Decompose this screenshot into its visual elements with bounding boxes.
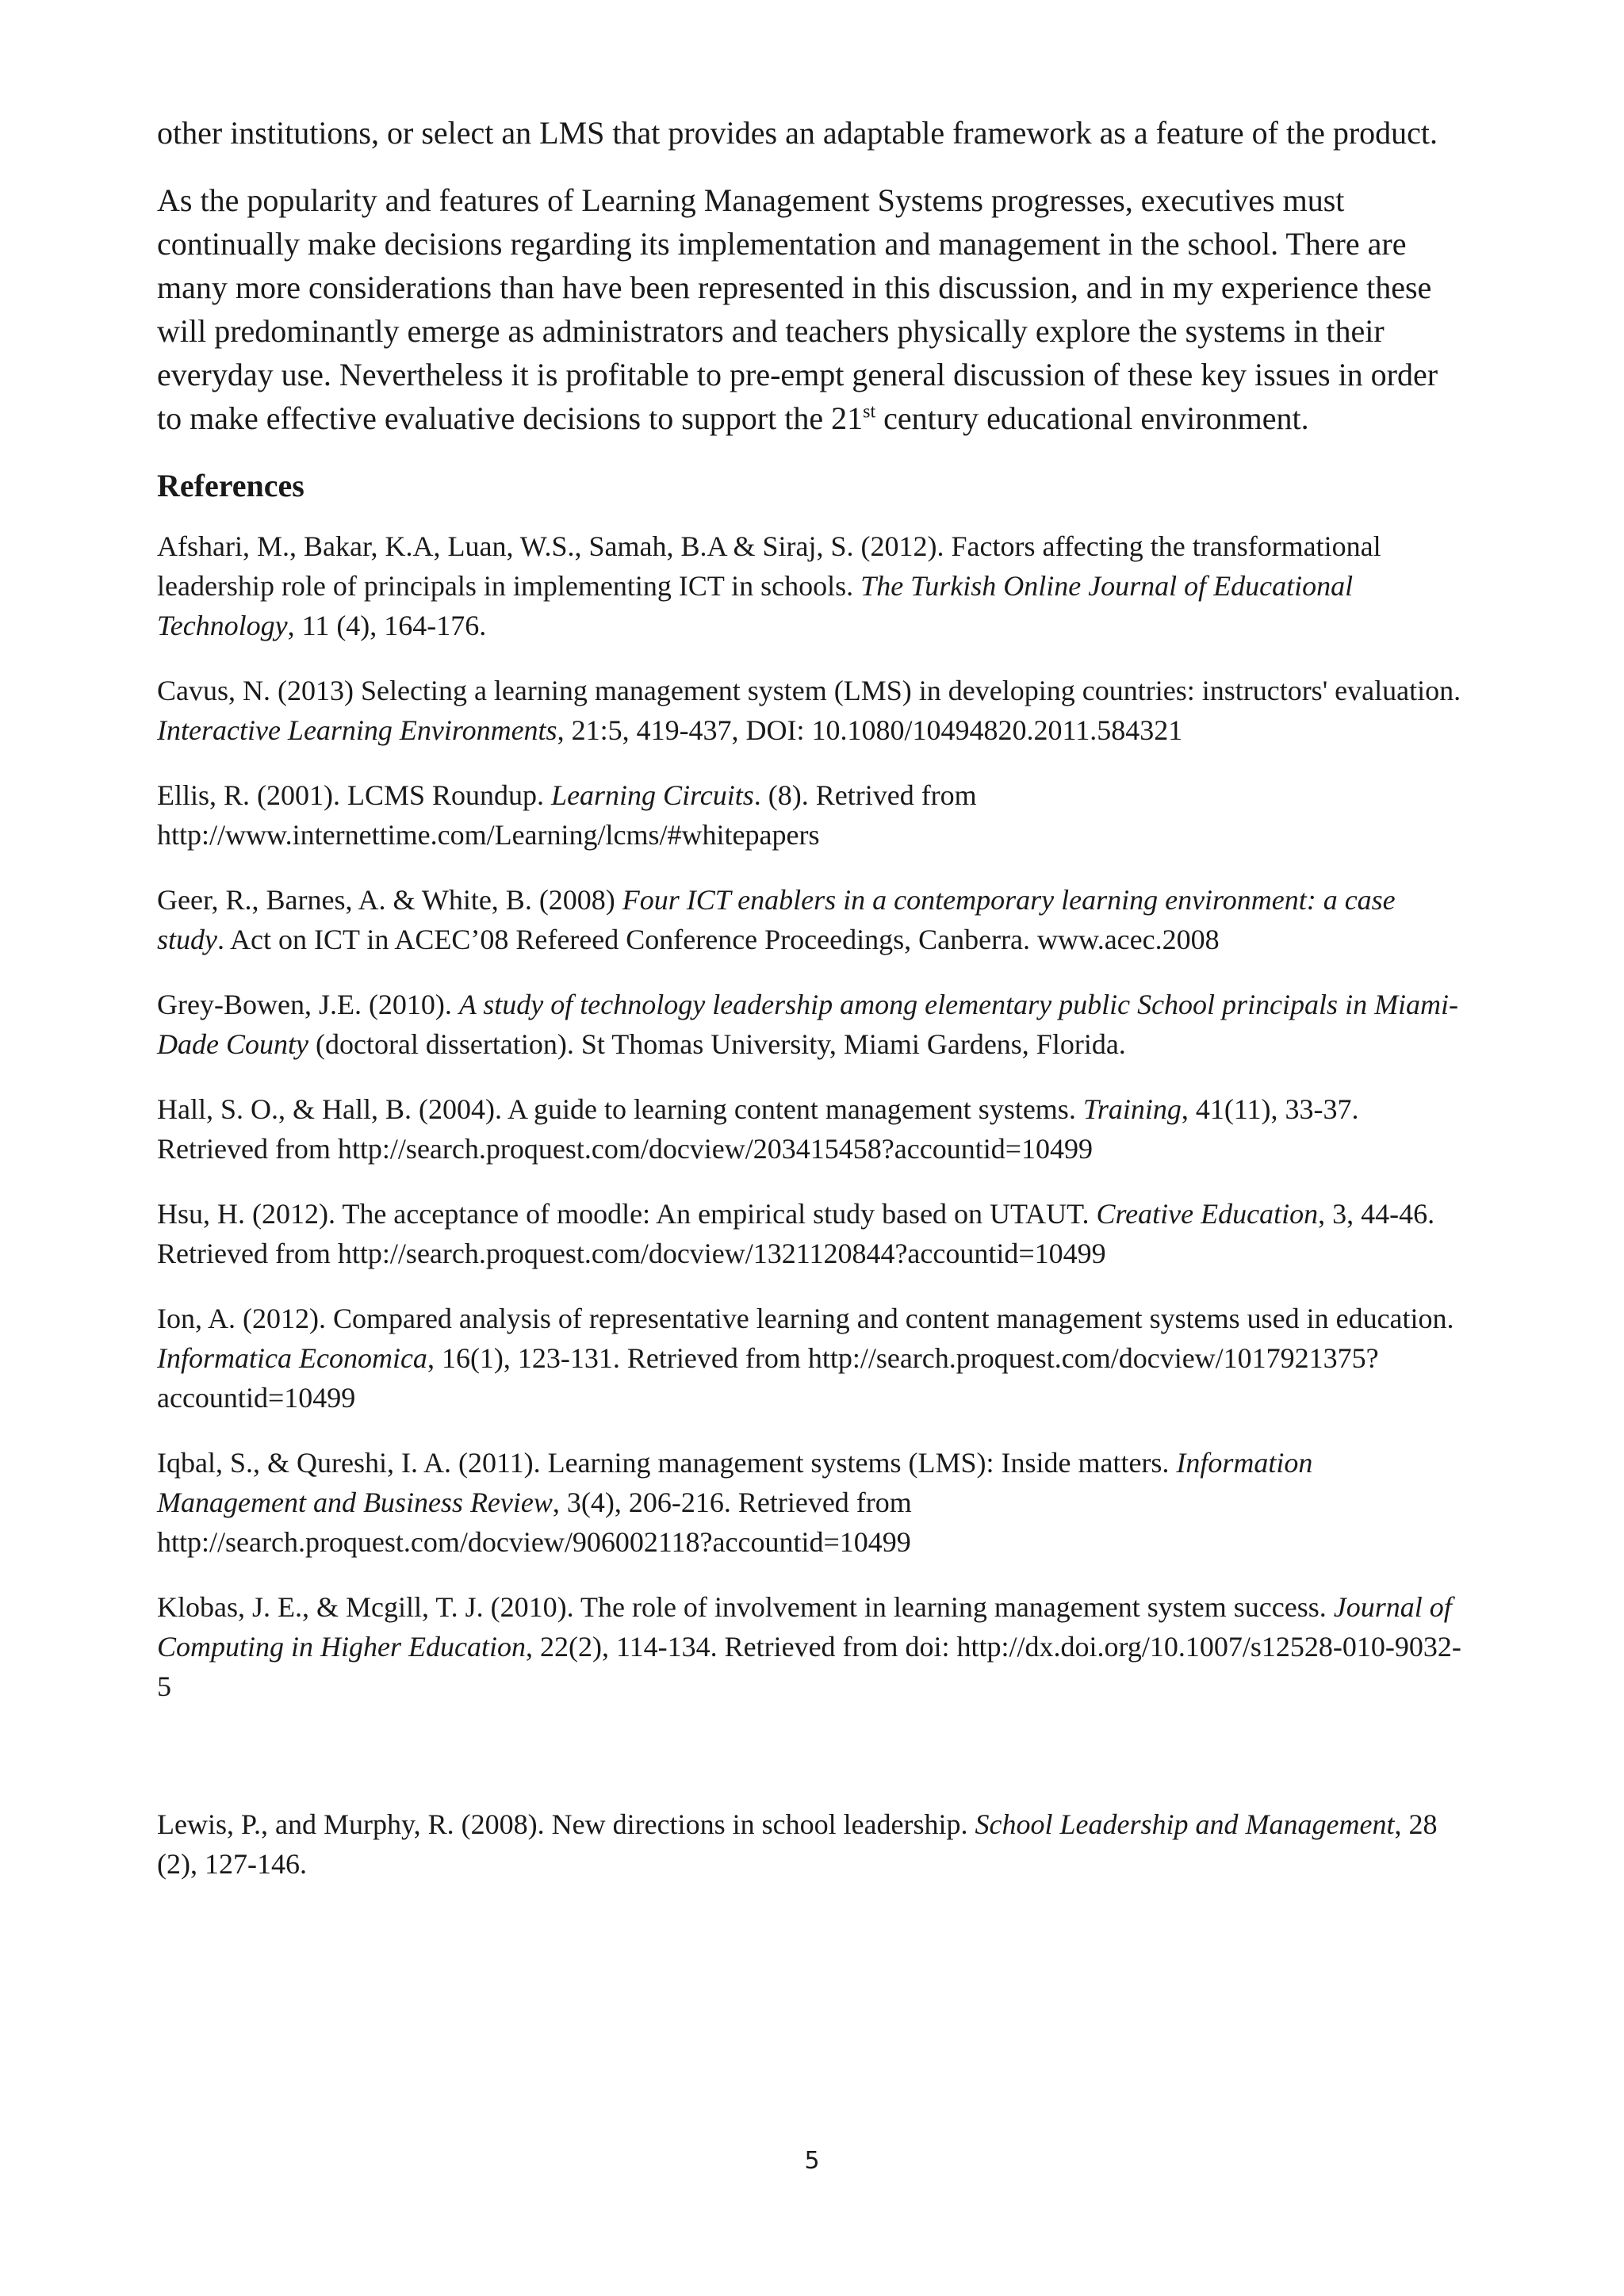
reference-text: Cavus, N. (2013) Selecting a learning management system (LMS) in developing countries: instructors' evaluation.	[157, 675, 1461, 706]
reference-details: , 28 (2), 127-146.	[157, 1808, 1438, 1880]
reference-text: Hall, S. O., & Hall, B. (2004). A guide to learning content management systems.	[157, 1093, 1083, 1125]
document-page	[157, 111, 1465, 1909]
reference-journal: Informatica Economica	[157, 1342, 427, 1374]
reference-entry-ion	[157, 1299, 1465, 1418]
paragraph-2-text-end: century educational environment.	[875, 400, 1309, 436]
reference-entry-cavus	[157, 671, 1465, 750]
reference-text: Ellis, R. (2001). LCMS Roundup.	[157, 779, 552, 811]
reference-details: , 11 (4), 164-176.	[287, 610, 487, 641]
reference-journal: Interactive Learning Environments	[157, 714, 557, 746]
reference-entry-ellis	[157, 775, 1465, 855]
reference-journal: Learning Circuits	[551, 779, 754, 811]
body-paragraph-2	[157, 178, 1465, 440]
reference-text: Iqbal, S., & Qureshi, I. A. (2011). Learning management systems (LMS): Inside matters.	[157, 1447, 1177, 1479]
reference-journal: School Leadership and Management	[975, 1808, 1395, 1840]
reference-journal: Creative Education	[1096, 1198, 1319, 1230]
reference-details: . (8). Retrived from http://www.internettime.com/Learning/lcms/#whitepapers	[157, 779, 977, 851]
ordinal-superscript: st	[863, 401, 876, 423]
reference-details: . Act on ICT in ACEC’08 Refereed Conference Proceedings, Canberra. www.acec.2008	[217, 924, 1220, 955]
reference-entry-hall	[157, 1089, 1465, 1169]
reference-details: , 3, 44-46. Retrieved from http://search.proquest.com/docview/1321120844?accountid=10499	[157, 1198, 1435, 1269]
reference-title: A study of technology leadership among elementary public School principals in Miami-Dade County	[157, 989, 1459, 1060]
reference-entry-grey-bowen	[157, 985, 1465, 1064]
reference-entry-lewis	[157, 1804, 1465, 1884]
reference-text: Klobas, J. E., & Mcgill, T. J. (2010). The role of involvement in learning management system success.	[157, 1591, 1334, 1623]
reference-entry-iqbal	[157, 1443, 1465, 1562]
reference-details: , 21:5, 419-437, DOI: 10.1080/10494820.2011.584321	[557, 714, 1183, 746]
reference-text: Hsu, H. (2012). The acceptance of moodle: An empirical study based on UTAUT.	[157, 1198, 1097, 1230]
paragraph-2-text: As the popularity and features of Learning Management Systems progresses, executives must continually make decisions regarding its implementation and management in the school. There are many more considerations than have been represented in this discussion, and in my experience these will predominantly emerge as administrators and teachers physically explore the systems in their everyday use. Nevertheless it is profitable to pre-empt general discussion of these key issues in order to make effective evaluative decisions to support the 21	[157, 182, 1438, 436]
reference-details: , 22(2), 114-134. Retrieved from doi: http://dx.doi.org/10.1007/s12528-010-9032-5	[157, 1631, 1461, 1702]
page-number: 5	[804, 2147, 820, 2175]
reference-text: Ion, A. (2012). Compared analysis of representative learning and content management systems used in education.	[157, 1303, 1454, 1334]
reference-entry-geer	[157, 880, 1465, 959]
reference-details: , 3(4), 206-216. Retrieved from http://search.proquest.com/docview/906002118?accountid=10499	[157, 1487, 912, 1558]
reference-journal: Journal of Computing in Higher Education	[157, 1591, 1452, 1663]
reference-entry-klobas	[157, 1587, 1465, 1706]
body-paragraph-1: other institutions, or select an LMS that provides an adaptable framework as a feature of the product.	[157, 115, 1438, 151]
reference-text: Lewis, P., and Murphy, R. (2008). New directions in school leadership.	[157, 1808, 975, 1840]
reference-entry-hsu	[157, 1194, 1465, 1273]
reference-title: Four ICT enablers in a contemporary learning environment: a case study	[157, 884, 1396, 955]
references-heading: References	[157, 468, 304, 503]
reference-text: Geer, R., Barnes, A. & White, B. (2008)	[157, 884, 622, 916]
reference-entry-afshari	[157, 526, 1465, 645]
reference-details: (doctoral dissertation). St Thomas University, Miami Gardens, Florida.	[308, 1028, 1126, 1060]
reference-details: , 41(11), 33-37. Retrieved from http://search.proquest.com/docview/203415458?accountid=10499	[157, 1093, 1359, 1165]
reference-journal: Information Management and Business Review	[157, 1447, 1313, 1518]
reference-text: Grey-Bowen, J.E. (2010).	[157, 989, 459, 1020]
reference-text: Afshari, M., Bakar, K.A, Luan, W.S., Samah, B.A & Siraj, S. (2012). Factors affecting the transformational leadership role of principals in implementing ICT in schools.	[157, 530, 1381, 602]
reference-journal: Training	[1082, 1093, 1182, 1125]
reference-details: , 16(1), 123-131. Retrieved from http://search.proquest.com/docview/1017921375?accountid=10499	[157, 1342, 1379, 1414]
reference-journal: The Turkish Online Journal of Educational Technology	[157, 570, 1354, 641]
